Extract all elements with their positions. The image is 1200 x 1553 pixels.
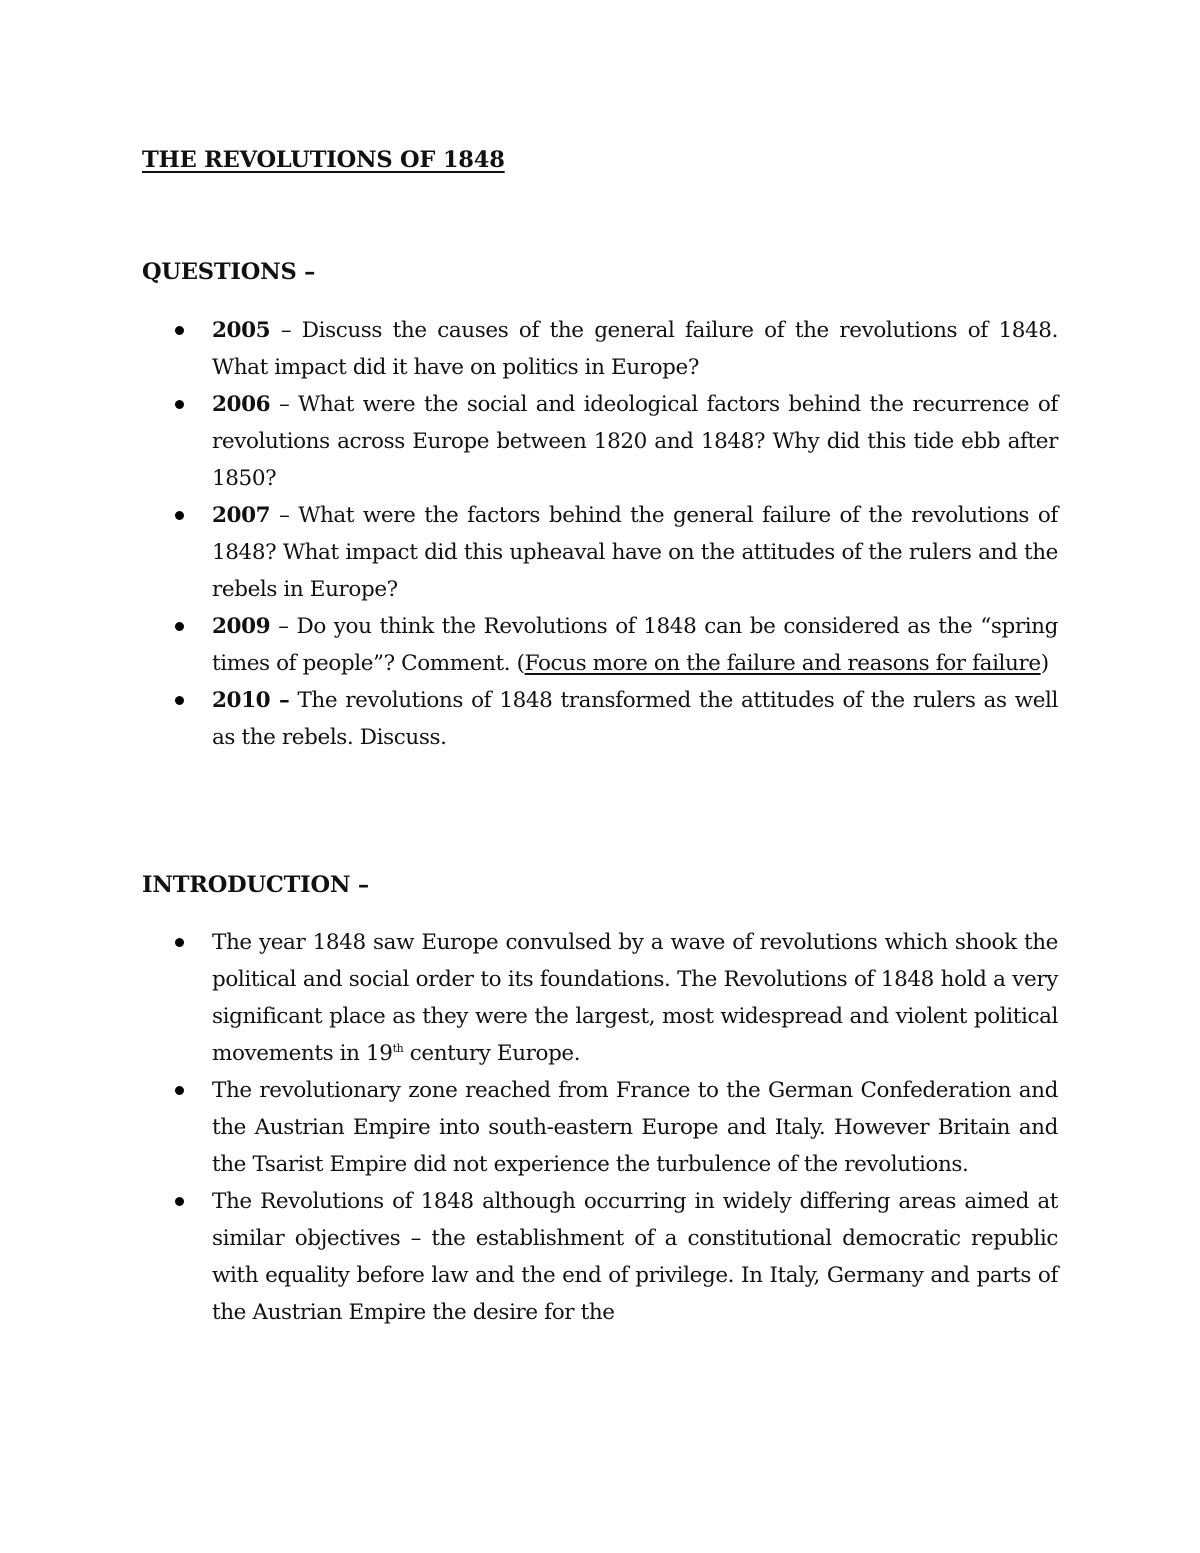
- question-text: – What were the factors behind the general failure of the revolutions of 1848? What impact did this upheaval have on the attitudes of the rulers and the rebels in Europe?: [212, 503, 1058, 602]
- question-year: 2005: [212, 318, 271, 343]
- question-text: – Do you think the Revolutions of 1848 can be considered as the “spring times of people”? Comment. (: [212, 614, 1058, 676]
- list-item: [0, 682, 1058, 756]
- list-item: [0, 386, 1058, 497]
- bullet-icon: [175, 938, 184, 947]
- ordinal-suffix: th: [392, 1041, 404, 1055]
- bullet-icon: [175, 511, 184, 520]
- bullet-icon: [175, 1086, 184, 1095]
- bullet-icon: [175, 400, 184, 409]
- question-year: 2009: [212, 614, 271, 639]
- questions-heading: QUESTIONS –: [142, 259, 316, 285]
- intro-text: The Revolutions of 1848 although occurring in widely differing areas aimed at similar objectives – the establishment of a constitutional democratic republic with equality before law and the end of privilege. In Italy, Germany and parts of the Austrian Empire the desire for the: [212, 1189, 1058, 1325]
- intro-text: The revolutionary zone reached from France to the German Confederation and the Austrian Empire into south-eastern Europe and Italy. However Britain and the Tsarist Empire did not experience the turbulence of the revolutions.: [212, 1078, 1058, 1177]
- introduction-heading: INTRODUCTION –: [142, 872, 369, 898]
- bullet-icon: [175, 1197, 184, 1206]
- question-text-end: ): [1040, 651, 1049, 676]
- question-text: – Discuss the causes of the general failure of the revolutions of 1848. What impact did it have on politics in Europe?: [212, 318, 1058, 380]
- question-year: 2006: [212, 392, 271, 417]
- bullet-icon: [175, 622, 184, 631]
- question-year: 2007: [212, 503, 271, 528]
- list-item: [0, 1072, 1058, 1183]
- question-text: The revolutions of 1848 transformed the attitudes of the rulers as well as the rebels. Discuss.: [212, 688, 1058, 750]
- question-text: – What were the social and ideological factors behind the recurrence of revolutions across Europe between 1820 and 1848? Why did this tide ebb after 1850?: [212, 392, 1058, 491]
- list-item: [0, 312, 1058, 386]
- intro-text-end: century Europe.: [403, 1041, 581, 1066]
- question-year: 2010 –: [212, 688, 290, 713]
- bullet-icon: [175, 696, 184, 705]
- intro-text: The year 1848 saw Europe convulsed by a wave of revolutions which shook the political and social order to its foundations. The Revolutions of 1848 hold a very significant place as they were the largest, most widespread and violent political movements in 19: [212, 930, 1058, 1066]
- document-title: THE REVOLUTIONS OF 1848: [142, 147, 505, 173]
- list-item: [0, 1183, 1058, 1331]
- introduction-list: [0, 924, 1058, 1331]
- list-item: [0, 608, 1058, 682]
- bullet-icon: [175, 326, 184, 335]
- list-item: [0, 497, 1058, 608]
- questions-list: [0, 312, 1058, 756]
- list-item: [0, 924, 1058, 1072]
- question-underlined-note: Focus more on the failure and reasons for failure: [524, 651, 1041, 676]
